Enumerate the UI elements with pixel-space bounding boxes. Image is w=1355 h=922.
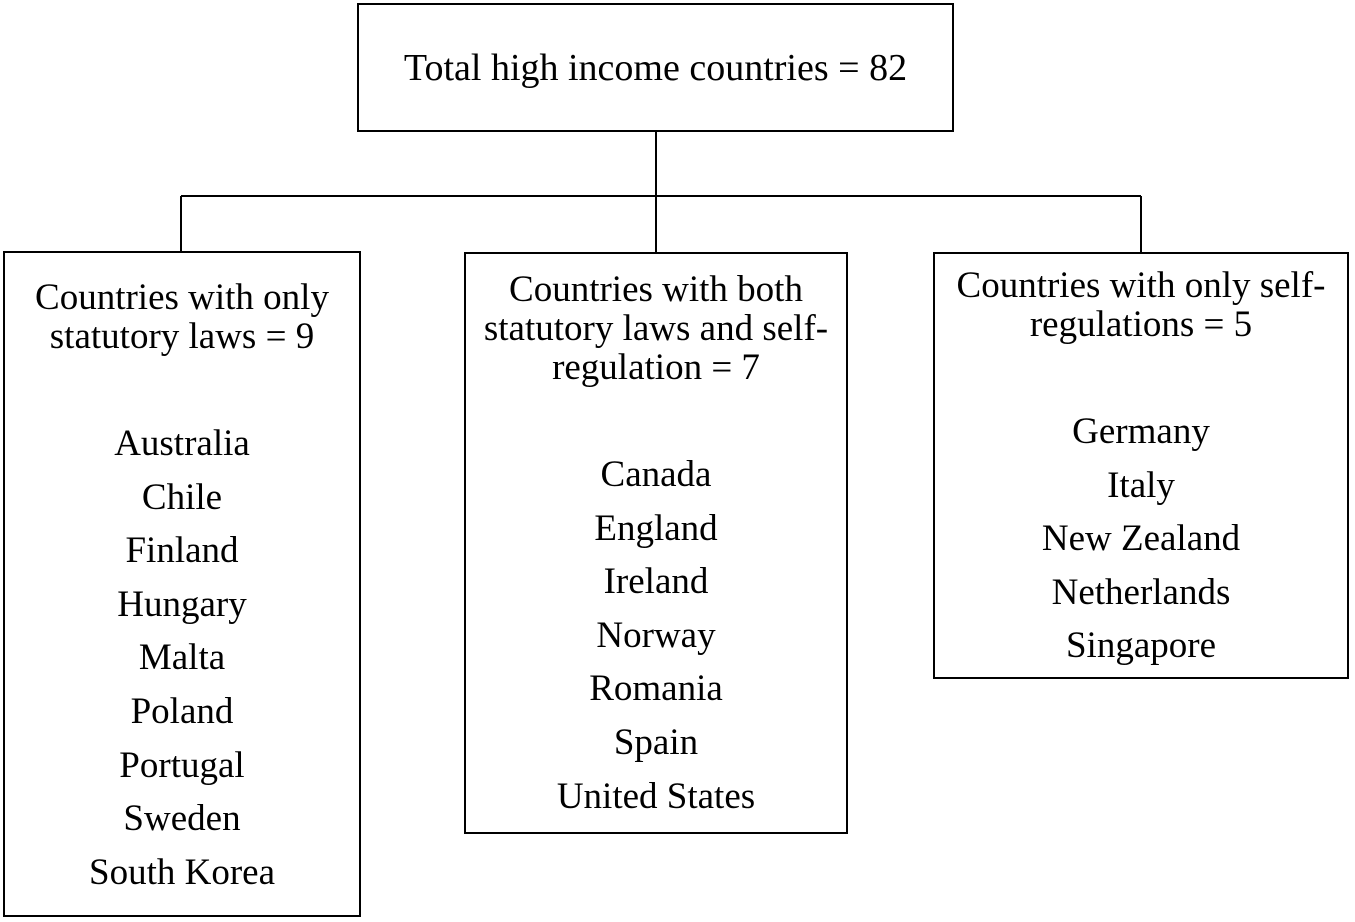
- root-label: Total high income countries = 82: [403, 46, 908, 89]
- statutory-only-heading: Countries with only statutory laws = 9: [35, 277, 329, 357]
- country-item: Canada: [600, 454, 712, 495]
- country-item: Australia: [114, 423, 250, 464]
- country-item: Portugal: [119, 744, 245, 786]
- country-item: Germany: [1072, 411, 1210, 452]
- country-item: England: [594, 507, 718, 549]
- country-item: Norway: [596, 614, 716, 656]
- country-item: South Korea: [89, 851, 275, 893]
- statutory-only-node: [3, 251, 361, 917]
- self-regulation-only-country-list: [935, 405, 1347, 673]
- country-item: Malta: [138, 637, 226, 679]
- country-item: Ireland: [603, 561, 709, 603]
- statutory-only-country-list: [5, 417, 359, 899]
- root-node: [357, 3, 954, 132]
- country-item: Spain: [613, 721, 699, 763]
- country-item: New Zealand: [1041, 518, 1241, 560]
- country-item: Hungary: [117, 583, 247, 625]
- country-item: Singapore: [1065, 625, 1217, 667]
- country-item: Finland: [125, 530, 239, 572]
- country-item: Romania: [589, 668, 723, 710]
- country-item: Poland: [130, 690, 234, 732]
- self-regulation-only-node: [933, 252, 1349, 679]
- country-item: Italy: [1107, 464, 1175, 506]
- self-regulation-only-heading: Countries with only self- regulations = 5: [956, 265, 1326, 345]
- country-item: Netherlands: [1051, 571, 1231, 613]
- country-item: United States: [556, 775, 756, 817]
- country-item: Chile: [141, 476, 223, 518]
- country-item: Sweden: [123, 798, 241, 840]
- both-laws-heading: Countries with both statutory laws and self- regulation = 7: [483, 269, 829, 388]
- both-laws-country-list: [466, 448, 846, 823]
- both-laws-node: [464, 252, 848, 834]
